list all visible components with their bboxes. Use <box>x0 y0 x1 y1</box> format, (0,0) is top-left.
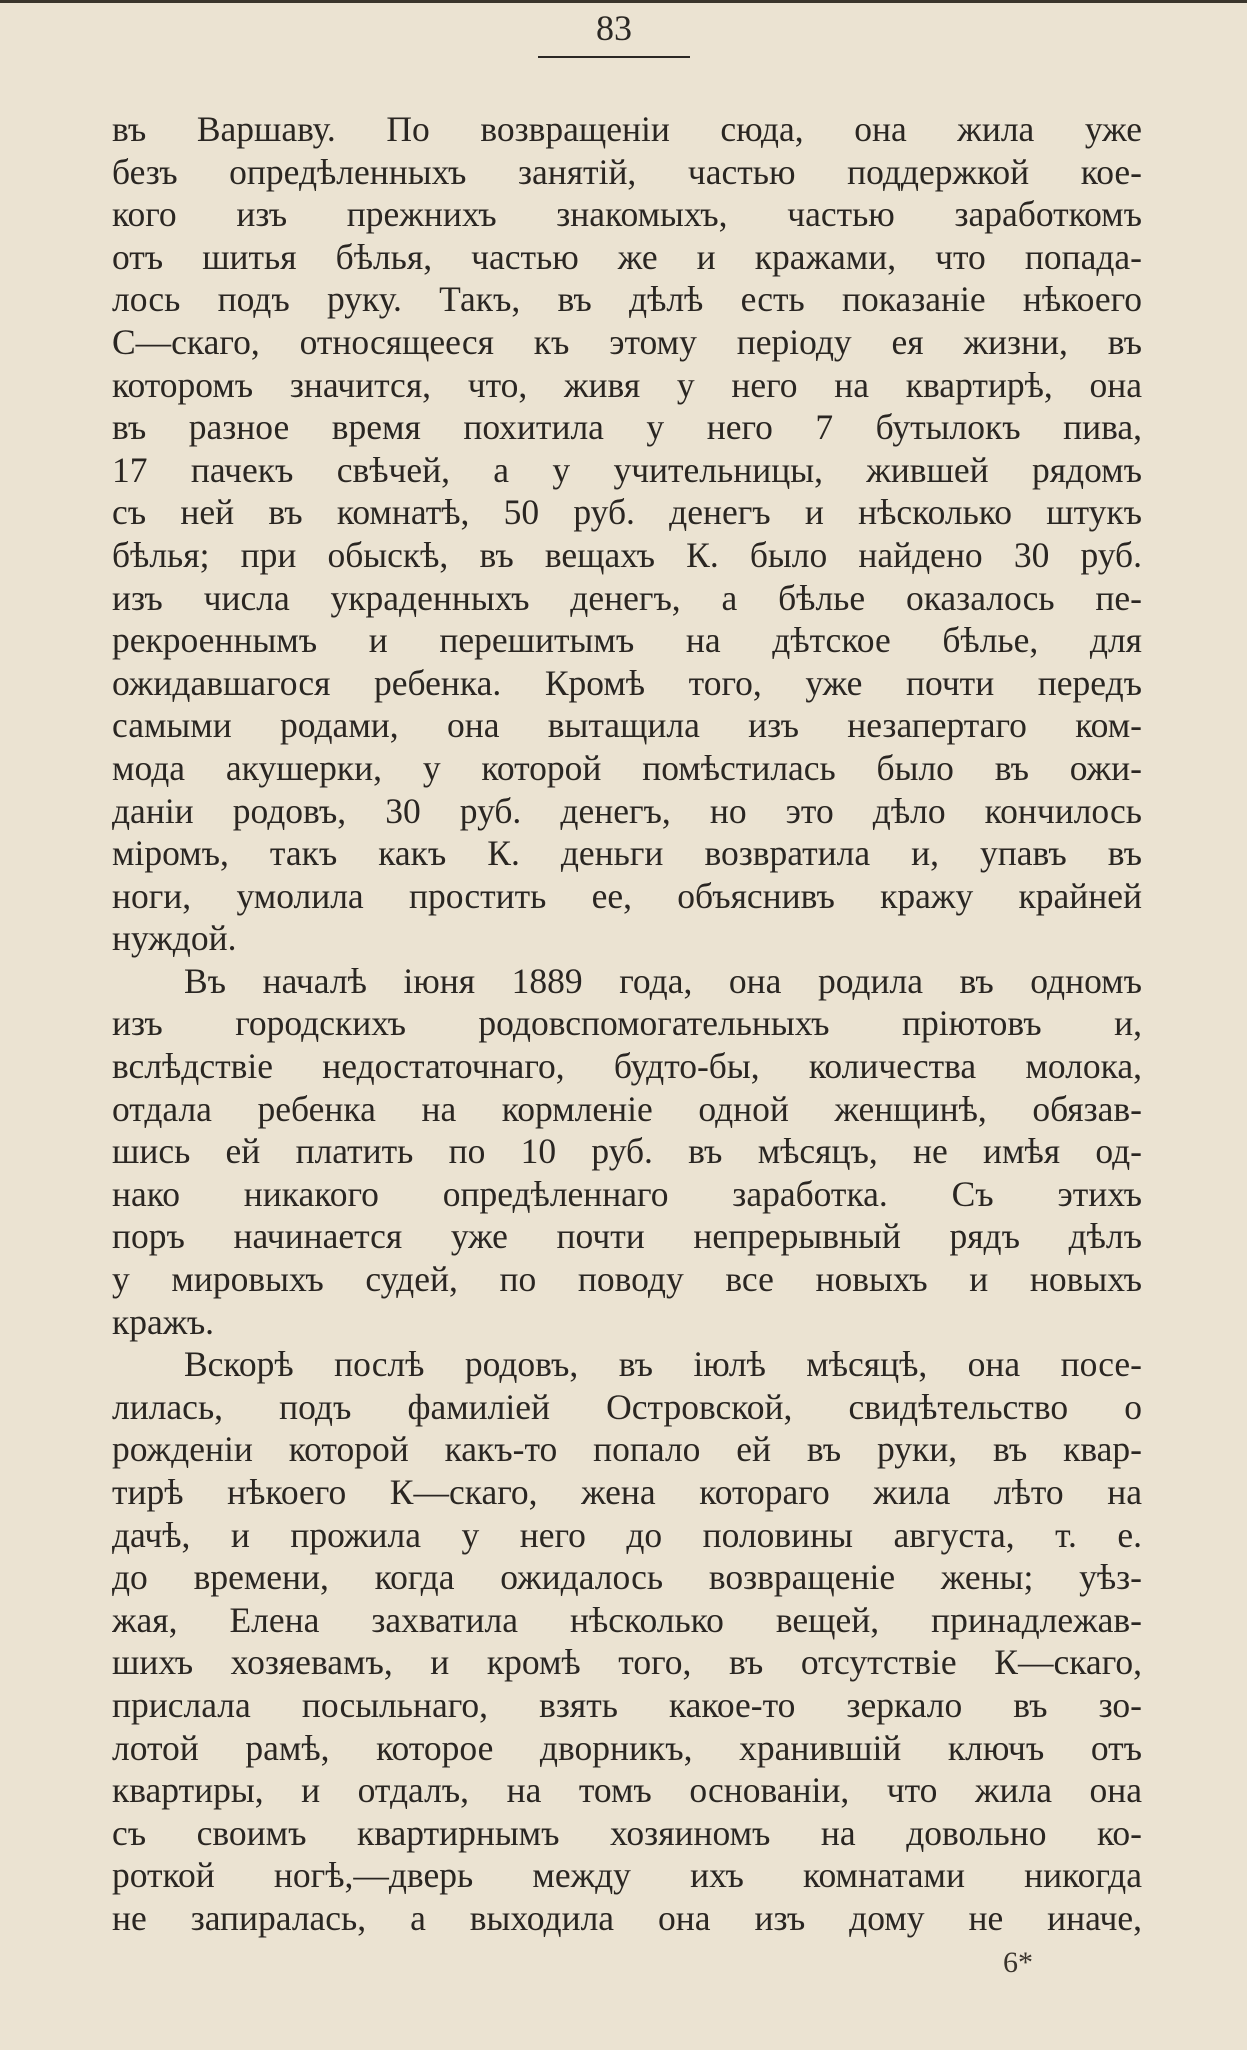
signature-mark: 6* <box>1003 1946 1033 1979</box>
text-line: С—скаго, относящееся къ этому періоду ея жизни, въ <box>112 321 1142 362</box>
top-edge-border <box>0 0 1247 3</box>
header-rule <box>538 56 690 58</box>
text-line: жая, Елена захватила нѣсколько вещей, принадлежав- <box>112 1599 1142 1640</box>
page-header <box>538 6 690 58</box>
text-line: лилась, подъ фамиліей Островской, свидѣтельство о <box>112 1386 1142 1427</box>
text-line: съ своимъ квартирнымъ хозяиномъ на довольно ко- <box>112 1812 1142 1853</box>
text-line: въ Варшаву. По возвращеніи сюда, она жила уже <box>112 109 1142 149</box>
text-line: тирѣ нѣкоего К—скаго, жена котораго жила лѣто на <box>112 1472 1142 1512</box>
text-line: кого изъ прежнихъ знакомыхъ, частью заработкомъ <box>112 194 1142 235</box>
text-line: изъ числа украденныхъ денегъ, а бѣлье оказалось пе- <box>112 577 1142 618</box>
text-line: не запиралась, а выходила она изъ дому не иначе, <box>112 1897 1142 1938</box>
text-line: безъ опредѣленныхъ занятій, частью поддержкой кое- <box>112 151 1142 192</box>
text-line: шись ей платить по 10 руб. въ мѣсяцъ, не имѣя од- <box>112 1131 1142 1172</box>
text-line: прислала посыльнаго, взять какое-то зеркало въ зо- <box>112 1684 1142 1725</box>
text-line: міромъ, такъ какъ К. деньги возвратила и, упавъ въ <box>112 833 1142 874</box>
text-line: съ ней въ комнатѣ, 50 руб. денегъ и нѣсколько штукъ <box>112 492 1142 533</box>
text-line: ноги, умолила простить ее, объяснивъ кражу крайней <box>112 875 1142 916</box>
text-line: квартиры, и отдалъ, на томъ основаніи, что жила она <box>112 1770 1142 1811</box>
text-line: шихъ хозяевамъ, и кромѣ того, въ отсутствіе К—скаго, <box>112 1642 1142 1683</box>
page-number: 83 <box>596 8 632 48</box>
text-line: 17 пачекъ свѣчей, а у учительницы, жившей рядомъ <box>112 449 1142 490</box>
text-line: которомъ значится, что, живя у него на квартирѣ, она <box>112 364 1142 405</box>
text-line: вслѣдствіе недостаточнаго, будто-бы, количества молока, <box>112 1046 1142 1087</box>
text-line: лось подъ руку. Такъ, въ дѣлѣ есть показаніе нѣкоего <box>112 279 1142 320</box>
text-line: въ разное время похитила у него 7 бутылокъ пива, <box>112 407 1142 448</box>
text-line: отъ шитья бѣлья, частью же и кражами, что попада- <box>112 236 1142 277</box>
text-line: рекроеннымъ и перешитымъ на дѣтское бѣлье, для <box>112 620 1142 661</box>
text-line: кражъ. <box>112 1301 215 1342</box>
text-line: у мировыхъ судей, по поводу все новыхъ и новыхъ <box>112 1259 1142 1300</box>
body-text <box>112 108 1142 1940</box>
text-line: Вскорѣ послѣ родовъ, въ іюлѣ мѣсяцѣ, она посе- <box>184 1344 1142 1385</box>
text-line: Въ началѣ іюня 1889 года, она родила въ одномъ <box>184 960 1142 1001</box>
text-line: лотой рамѣ, которое дворникъ, хранившій ключъ отъ <box>112 1727 1142 1768</box>
text-line: мода акушерки, у которой помѣстилась было въ ожи- <box>112 747 1142 788</box>
text-line: отдала ребенка на кормленіе одной женщинѣ, обязав- <box>112 1088 1142 1129</box>
text-line: нуждой. <box>112 918 237 959</box>
text-line: нако никакого опредѣленнаго заработка. Съ этихъ <box>112 1173 1142 1214</box>
text-line: бѣлья; при обыскѣ, въ вещахъ К. было найдено 30 руб. <box>112 534 1142 575</box>
text-line: даніи родовъ, 30 руб. денегъ, но это дѣло кончилось <box>112 790 1142 831</box>
text-line: рожденіи которой какъ-то попало ей въ руки, въ квар- <box>112 1429 1142 1470</box>
text-line: до времени, когда ожидалось возвращеніе жены; уѣз- <box>112 1557 1142 1598</box>
text-line: изъ городскихъ родовспомогательныхъ пріютовъ и, <box>112 1003 1142 1044</box>
text-line: роткой ногѣ,—дверь между ихъ комнатами никогда <box>112 1855 1142 1896</box>
text-line: самыми родами, она вытащила изъ незапертаго ком- <box>112 705 1142 746</box>
text-line: поръ начинается уже почти непрерывный рядъ дѣлъ <box>112 1216 1142 1257</box>
text-line: дачѣ, и прожила у него до половины августа, т. е. <box>112 1514 1142 1555</box>
text-line: ожидавшагося ребенка. Кромѣ того, уже почти передъ <box>112 662 1142 703</box>
